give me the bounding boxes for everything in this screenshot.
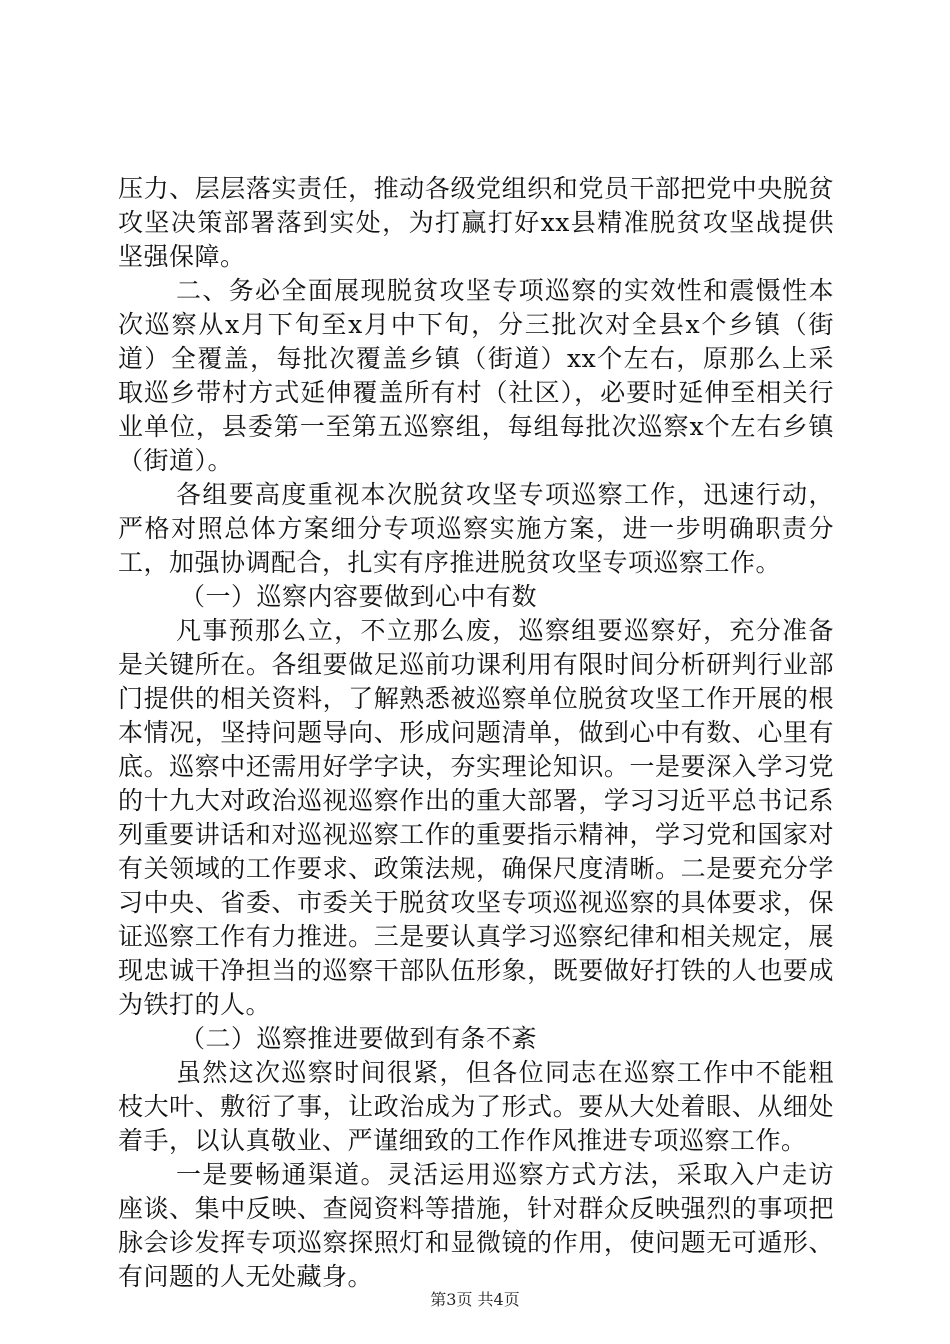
page-number-footer: 第3页 共4页: [430, 1290, 520, 1309]
document-body: [118, 172, 834, 1294]
paragraph-channels: 一是要畅通渠道。灵活运用巡察方式方法，采取入户走访座谈、集中反映、查阅资料等措施，针对群众反映强烈的事项把脉会诊发挥专项巡察探照灯和显微镜的作用，使问题无可遁形、有问题的人无处藏身。: [118, 1160, 834, 1291]
paragraph-section-two: 二、务必全面展现脱贫攻坚专项巡察的实效性和震慑性本次巡察从x月下旬至x月中下旬，分三批次对全县x个乡镇（街道）全覆盖，每批次覆盖乡镇（街道）xx个左右，原那么上采取巡乡带村方式延伸覆盖所有村（社区），必要时延伸至相关行业单位，县委第一至第五巡察组，每组每批次巡察x个左右乡镇（街道）。: [118, 276, 834, 475]
paragraph-progress: 虽然这次巡察时间很紧，但各位同志在巡察工作中不能粗枝大叶、敷衍了事，让政治成为了形式。要从大处着眼、从细处着手，以认真敬业、严谨细致的工作作风推进专项巡察工作。: [118, 1058, 834, 1155]
subheading-two: （二）巡察推进要做到有条不紊: [180, 1024, 538, 1053]
subheading-one: （一）巡察内容要做到心中有数: [180, 582, 538, 611]
paragraph-requirements: 各组要高度重视本次脱贫攻坚专项巡察工作，迅速行动，严格对照总体方案细分专项巡察实施方案，进一步明确职责分工，加强协调配合，扎实有序推进脱贫攻坚专项巡察工作。: [118, 480, 834, 577]
paragraph-preparation: 凡事预那么立，不立那么废，巡察组要巡察好，充分准备是关键所在。各组要做足巡前功课利用有限时间分析研判行业部门提供的相关资料，了解熟悉被巡察单位脱贫攻坚工作开展的根本情况，坚持问题导向、形成问题清单，做到心中有数、心里有底。巡察中还需用好学字诀，夯实理论知识。一是要深入学习党的十九大对政治巡视巡察作出的重大部署，学习习近平总书记系列重要讲话和对巡视巡察工作的重要指示精神，学习党和国家对有关领域的工作要求、政策法规，确保尺度清晰。二是要充分学习中央、省委、市委关于脱贫攻坚专项巡视巡察的具体要求，保证巡察工作有力推进。三是要认真学习巡察纪律和相关规定，展现忠诚干净担当的巡察干部队伍形象，既要做好打铁的人也要成为铁打的人。: [118, 616, 834, 1019]
paragraph-continuation: 压力、层层落实责任，推动各级党组织和党员干部把党中央脱贫攻坚决策部署落到实处，为打赢打好xx县精准脱贫攻坚战提供坚强保障。: [118, 174, 834, 271]
